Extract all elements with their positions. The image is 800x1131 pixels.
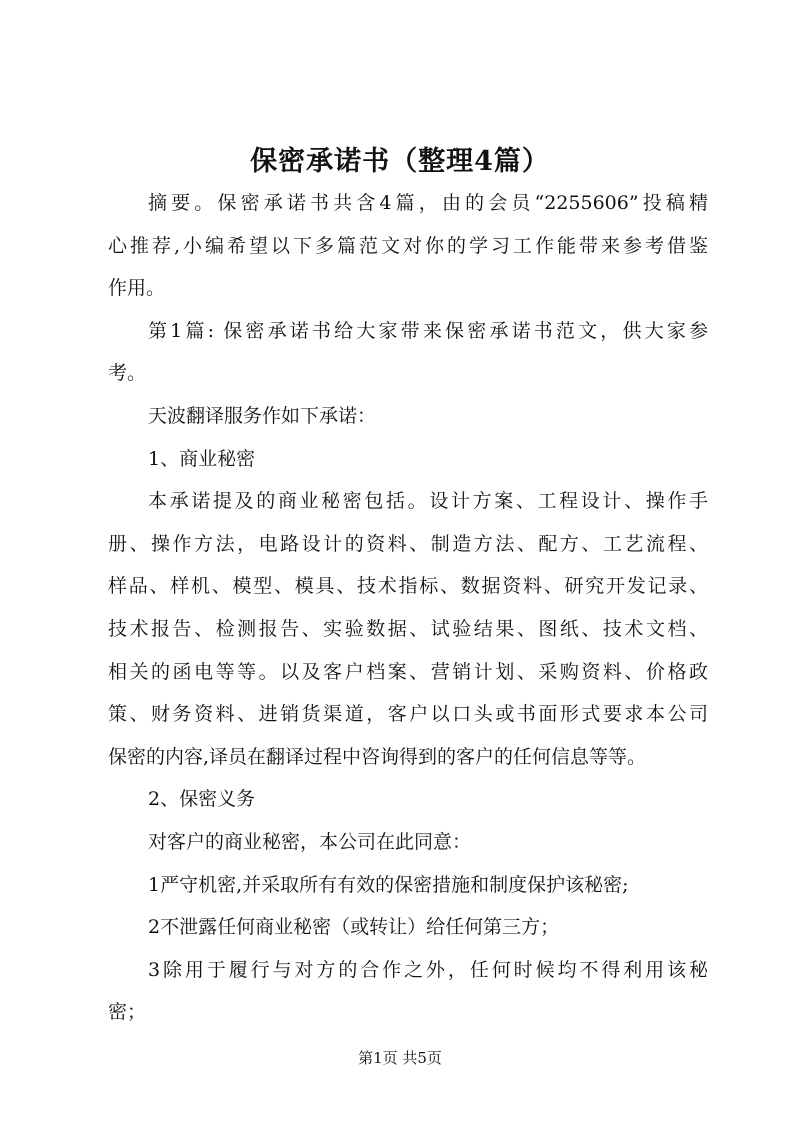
paragraph-line: 第1篇: 保密承诺书给大家带来保密承诺书范文，供大家参 — [148, 319, 708, 342]
paragraph-line: 摘要。保密承诺书共含4篇，由的会员“2255606”投稿精 — [148, 192, 708, 214]
paragraph — [108, 480, 708, 778]
paragraph-line: 保密的内容,译员在翻译过程中咨询得到的客户的任何信息等等。 — [108, 745, 647, 768]
paragraph-line: 3除用于履行与对方的合作之外，任何时候均不得利用该秘 — [148, 958, 708, 981]
paragraph-line: 1、商业秘密 — [148, 447, 256, 470]
paragraph-line: 相关的函电等等。以及客户档案、营销计划、采购资料、价格政 — [108, 660, 708, 683]
paragraph — [108, 395, 708, 438]
paragraph-line: 1严守机密,并采取所有有效的保密措施和制度保护该秘密; — [148, 873, 629, 896]
paragraph — [108, 438, 708, 481]
document-title: 保密承诺书（整理4篇） — [250, 146, 550, 177]
paragraph-line: 对客户的商业秘密，本公司在此同意： — [148, 830, 472, 853]
paragraph — [108, 182, 708, 310]
paragraph — [108, 906, 708, 949]
paragraph-line: 本承诺提及的商业秘密包括。设计方案、工程设计、操作手 — [148, 490, 708, 513]
paragraph-line: 2、保密义务 — [148, 788, 256, 811]
paragraph — [108, 778, 708, 821]
page-footer: 第1页 共5页 — [358, 1049, 442, 1067]
paragraph-line: 密； — [108, 1001, 147, 1024]
paragraph — [108, 864, 708, 907]
paragraph-line: 作用。 — [108, 277, 166, 300]
paragraph — [108, 821, 708, 864]
paragraph — [108, 310, 708, 395]
paragraph-line: 天波翻译服务作如下承诺： — [148, 404, 377, 427]
document-body — [108, 182, 708, 1034]
paragraph-line: 心推荐,小编希望以下多篇范文对你的学习工作能带来参考借鉴 — [108, 234, 708, 257]
paragraph-line: 策、财务资料、进销货渠道，客户以口头或书面形式要求本公司 — [108, 703, 708, 726]
paragraph-line: 册、操作方法，电路设计的资料、制造方法、配方、工艺流程、 — [108, 532, 708, 555]
paragraph-line: 技术报告、检测报告、实验数据、试验结果、图纸、技术文档、 — [108, 617, 708, 640]
paragraph-line: 样品、样机、模型、模具、技术指标、数据资料、研究开发记录、 — [108, 575, 708, 598]
paragraph-line: 考。 — [108, 362, 147, 385]
paragraph-line: 2不泄露任何商业秘密（或转让）给任何第三方； — [148, 916, 560, 939]
paragraph — [108, 949, 708, 1034]
